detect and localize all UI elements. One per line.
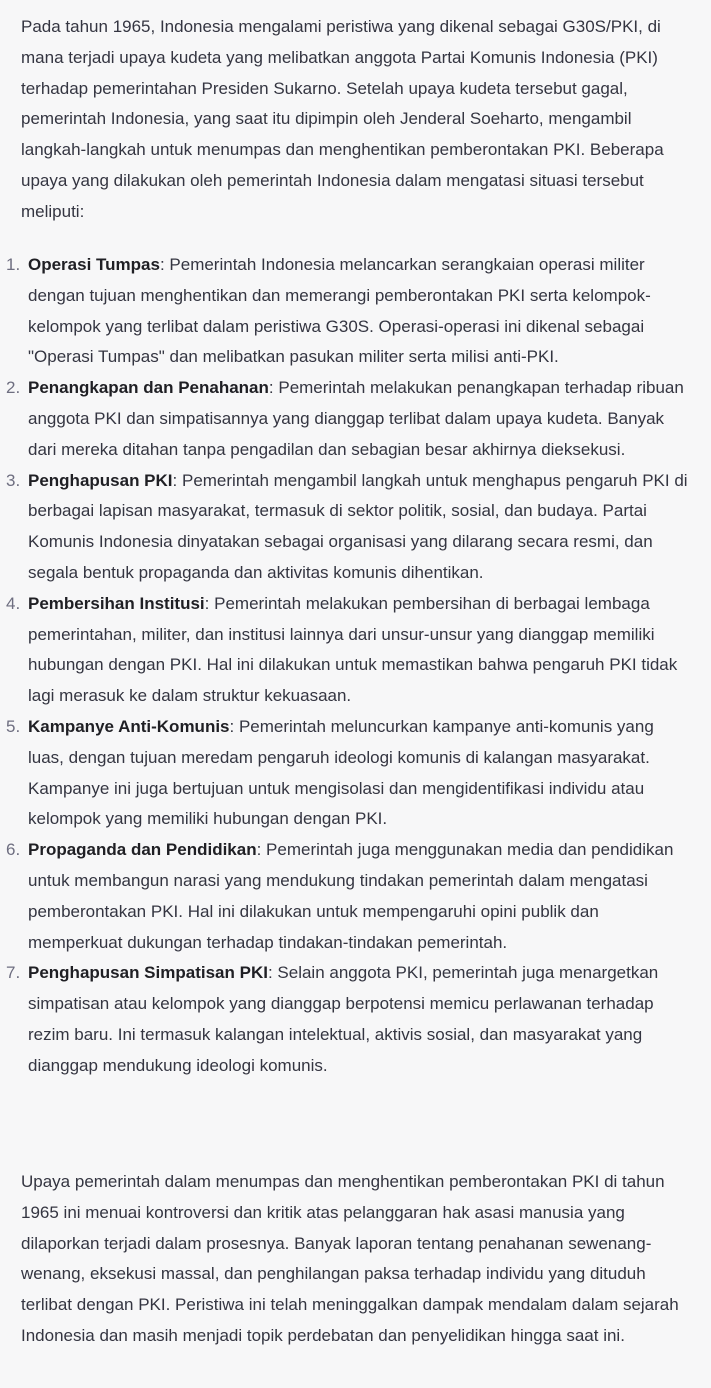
list-item-text: : Pemerintah juga menggunakan media dan pendidikan untuk membangun narasi yang mendukung tindakan pemerintah dalam mengatasi pemberontakan PKI. Hal ini dilakukan untuk mempengaruhi opini publik dan memperkuat dukungan terhadap tindakan-tindakan pemerintah.	[28, 840, 674, 952]
list-item-title: Penangkapan dan Penahanan	[28, 378, 269, 398]
list-number: 1.	[6, 255, 21, 274]
list-item	[0, 589, 711, 712]
list-number: 7.	[6, 963, 21, 983]
list-number: 5.	[6, 716, 21, 736]
list-item-title: Pembersihan Institusi	[28, 593, 205, 613]
list-number: 2.	[6, 378, 21, 398]
list-number: 6.	[6, 840, 21, 860]
list-item-text: : Pemerintah mengambil langkah untuk menghapus pengaruh PKI di berbagai lapisan masyarakat, termasuk di sektor politik, sosial, dan budaya. Partai Komunis Indonesia dinyatakan sebagai organisasi yang dilarang secara resmi, dan segala bentuk propaganda dan aktivitas komunis dihentikan.	[28, 470, 688, 582]
list-item-text: : Pemerintah Indonesia melancarkan serangkaian operasi militer dengan tujuan menghentikan dan memerangi pemberontakan PKI serta kelompok-kelompok yang terlibat dalam peristiwa G30S. Operasi-operasi ini dikenal sebagai "Operasi Tumpas" dan melibatkan pasukan militer serta milisi anti-PKI.	[28, 255, 651, 367]
list-item	[0, 466, 711, 589]
list-number: 3.	[6, 470, 21, 490]
intro-paragraph: Pada tahun 1965, Indonesia mengalami peristiwa yang dikenal sebagai G30S/PKI, di mana terjadi upaya kudeta yang melibatkan anggota Partai Komunis Indonesia (PKI) terhadap pemerintahan Presiden Sukarno. Setelah upaya kudeta tersebut gagal, pemerintah Indonesia, yang saat itu dipimpin oleh Jenderal Soeharto, mengambil langkah-langkah untuk menumpas dan menghentikan pemberontakan PKI. Beberapa upaya yang dilakukan oleh pemerintah Indonesia dalam mengatasi situasi tersebut meliputi:	[21, 17, 664, 221]
outro-paragraph: Upaya pemerintah dalam menumpas dan menghentikan pemberontakan PKI di tahun 1965 ini menuai kontroversi dan kritik atas pelanggaran hak asasi manusia yang dilaporkan terjadi dalam prosesnya. Banyak laporan tentang penahanan sewenang-wenang, eksekusi massal, dan penghilangan paksa terhadap individu yang dituduh terlibat dengan PKI. Peristiwa ini telah meninggalkan dampak mendalam dalam sejarah Indonesia dan masih menjadi topik perdebatan dan penyelidikan hingga saat ini.	[21, 1172, 679, 1345]
list-item-text: : Pemerintah meluncurkan kampanye anti-komunis yang luas, dengan tujuan meredam pengaruh ideologi komunis di kalangan masyarakat. Kampanye ini juga bertujuan untuk mengisolasi dan mengidentifikasi individu atau kelompok yang memiliki hubungan dengan PKI.	[28, 716, 654, 829]
measures-list	[0, 250, 711, 1082]
list-number: 4.	[6, 593, 21, 613]
list-item-text: : Selain anggota PKI, pemerintah juga menargetkan simpatisan atau kelompok yang dianggap berpotensi memicu perlawanan terhadap rezim baru. Ini termasuk kalangan intelektual, aktivis sosial, dan masyarakat yang dianggap mendukung ideologi komunis.	[28, 963, 659, 1075]
list-item-title: Operasi Tumpas	[28, 255, 160, 274]
list-item	[0, 250, 711, 373]
list-item-title: Propaganda dan Pendidikan	[28, 840, 257, 860]
list-item	[0, 835, 711, 958]
list-item-text: : Pemerintah melakukan penangkapan terhadap ribuan anggota PKI dan simpatisannya yang dianggap terlibat dalam upaya kudeta. Banyak dari mereka ditahan tanpa pengadilan dan sebagian besar akhirnya dieksekusi.	[28, 378, 684, 459]
list-item	[0, 958, 711, 1081]
list-item	[0, 712, 711, 835]
list-item-title: Penghapusan Simpatisan PKI	[28, 963, 268, 983]
list-item-title: Penghapusan PKI	[28, 470, 173, 490]
list-item-text: : Pemerintah melakukan pembersihan di berbagai lembaga pemerintahan, militer, dan institusi lainnya dari unsur-unsur yang dianggap memiliki hubungan dengan PKI. Hal ini dilakukan untuk memastikan bahwa pengaruh PKI tidak lagi merasuk ke dalam struktur kekuasaan.	[28, 593, 678, 706]
list-item	[0, 373, 711, 465]
list-item-title: Kampanye Anti-Komunis	[28, 716, 230, 736]
